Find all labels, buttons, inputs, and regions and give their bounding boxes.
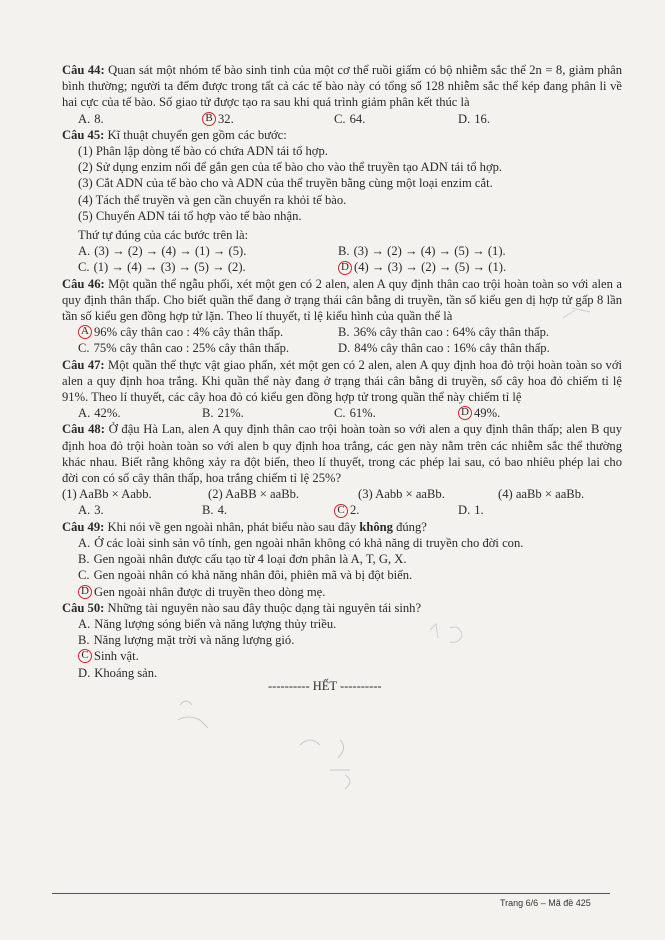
footer-rule (52, 893, 610, 894)
question-number: Câu 46: (62, 276, 105, 291)
option-c: C. 61%. (334, 406, 376, 421)
option-b: B. 21%. (202, 406, 244, 421)
emphasis-not: không (359, 519, 393, 534)
option-c: C. Gen ngoài nhân có khả năng nhân đôi, phiên mã và bị đột biến. (78, 568, 413, 583)
option-b: B. 4. (202, 503, 228, 518)
cross-4: (4) aaBb × aaBb. (498, 487, 585, 502)
option-c-selected: C 2. (334, 502, 458, 518)
option-b: B. Gen ngoài nhân được cấu tạo từ 4 loại đơn phân là A, T, G, X. (78, 552, 407, 567)
answer-mark-circle: A (78, 325, 92, 339)
option-a: A. 42%. (78, 406, 121, 421)
answer-mark-circle: C (334, 504, 348, 518)
option-d: D. Khoáng sản. (78, 665, 158, 680)
question-text: Ở đậu Hà Lan, alen A quy định thân cao trội hoàn toàn so với alen a quy định thân thấp; alen B quy định hoa đỏ trội hoàn toàn so với alen b quy định hoa trắng, các gen này nằm trên các nhiễm sắc thể thường khác nhau. Biết rằng không xảy ra đột biến, theo lí thuyết, trong các phép lai sau, có bao nhiêu phép lai cho đời con có số cây thân thấp, hoa trắng chiếm tỉ lệ 25%? (62, 422, 622, 486)
question-text: Một quần thể thực vật giao phấn, xét một gen có 2 alen, alen A quy định hoa đỏ trội hoàn toàn so với alen a quy định hoa trắng. Khi quần thể này đang ở trạng thái cân bằng di truyền, số cây hoa đỏ chiếm tỉ lệ 91%. Theo lí thuyết, các cây hoa đỏ có kiểu gen đồng hợp tử trong quần thể này chiếm tỉ lệ (62, 357, 622, 405)
option-a: A. 3. (78, 503, 104, 518)
option-d-selected: D (4) → (3) → (2) → (5) → (1). (338, 259, 622, 275)
option-d: D. 16. (458, 111, 490, 126)
option-a-selected: A 96% cây thân cao : 4% cây thân thấp. (78, 324, 338, 340)
option-d: D. 84% cây thân cao : 16% cây thân thấp. (338, 341, 550, 356)
step-2: (2) Sử dụng enzim nối để gắn gen của tế bào cho vào thể truyền tạo ADN tái tổ hợp. (78, 160, 503, 175)
option-a: A. 8. (78, 111, 104, 126)
option-d-selected: D 49%. (458, 405, 622, 421)
page-footer: Trang 6/6 – Mã đề 425 (500, 898, 591, 908)
question-text: Kĩ thuật chuyển gen gồm các bước: (104, 127, 287, 142)
option-a: A. Ở các loài sinh sản vô tính, gen ngoài nhân không có khả năng di truyền cho đời con. (78, 535, 524, 550)
question-number: Câu 50: (62, 600, 105, 615)
option-c: C. 75% cây thân cao : 25% cây thân thấp. (78, 341, 290, 356)
option-c: C. (1) → (4) → (3) → (5) → (2). (78, 260, 246, 275)
answer-mark-circle: D (458, 406, 472, 420)
option-a: A. Năng lượng sóng biển và năng lượng thủy triều. (78, 616, 337, 631)
question-number: Câu 44: (62, 63, 105, 77)
option-b-selected: B 32. (202, 111, 334, 127)
question-number: Câu 47: (62, 357, 105, 372)
step-5: (5) Chuyển ADN tái tổ hợp vào tế bào nhận. (78, 208, 302, 223)
question-text: Một quần thể ngẫu phối, xét một gen có 2 alen, alen A quy định thân cao trội hoàn toàn so với alen a quy định thân thấp. Cho biết quần thể đang ở trạng thái cân bằng di truyền, tần số kiểu gen dị hợp tử gấp 8 lần tần số kiểu gen đồng hợp tử lặn. Theo lí thuyết, tỉ lệ kiểu hình của quần thể là (62, 276, 622, 324)
option-b: B. Năng lượng mặt trời và năng lượng gió. (78, 633, 295, 648)
step-1: (1) Phân lập dòng tế bào có chứa ADN tái tổ hợp. (78, 144, 328, 159)
question-49-stem: Câu 49: Khi nói về gen ngoài nhân, phát biểu nào sau đây không đúng? (62, 519, 427, 534)
option-c-selected: C Sinh vật. (78, 648, 622, 664)
question-number: Câu 49: (62, 519, 105, 534)
answer-mark-circle: B (202, 112, 216, 126)
option-c: C. 64. (334, 111, 366, 126)
option-b: B. 36% cây thân cao : 64% cây thân thấp. (338, 325, 550, 340)
question-text: Quan sát một nhóm tế bào sinh tinh của một cơ thể ruồi giấm có bộ nhiễm sắc thể 2n = 8, giảm phân bình thường; người ta đếm được trong tất cả các tế bào này có tổng số 128 nhiễm sắc thể kép đang phân li về hai cực của tế bào. Số giao tử được tạo ra sau khi quá trình giảm phân kết thúc là (62, 63, 622, 110)
answer-mark-circle: D (78, 585, 92, 599)
option-a: A. (3) → (2) → (4) → (1) → (5). (78, 244, 247, 259)
step-4: (4) Tách thể truyền và gen cần chuyển ra khỏi tế bào. (78, 192, 347, 207)
question-text: Những tài nguyên nào sau đây thuộc dạng tài nguyên tái sinh? (104, 600, 422, 615)
option-d-selected: D Gen ngoài nhân được di truyền theo dòng mẹ. (78, 584, 622, 600)
cross-2: (2) AaBB × aaBb. (208, 487, 300, 502)
cross-3: (3) Aabb × aaBb. (358, 487, 445, 502)
answer-mark-circle: C (78, 649, 92, 663)
step-3: (3) Cắt ADN của tế bào cho và ADN của thể truyền bằng cùng một loại enzim cắt. (78, 176, 493, 191)
option-b: B. (3) → (2) → (4) → (5) → (1). (338, 244, 506, 259)
question-number: Câu 45: (62, 127, 105, 142)
cross-1: (1) AaBb × Aabb. (62, 487, 152, 502)
end-marker: ---------- HẾT ---------- (268, 679, 382, 693)
answer-mark-circle: D (338, 261, 352, 275)
option-d: D. 1. (458, 503, 484, 518)
question-number: Câu 48: (62, 422, 105, 437)
order-question: Thứ tự đúng của các bước trên là: (78, 228, 249, 243)
